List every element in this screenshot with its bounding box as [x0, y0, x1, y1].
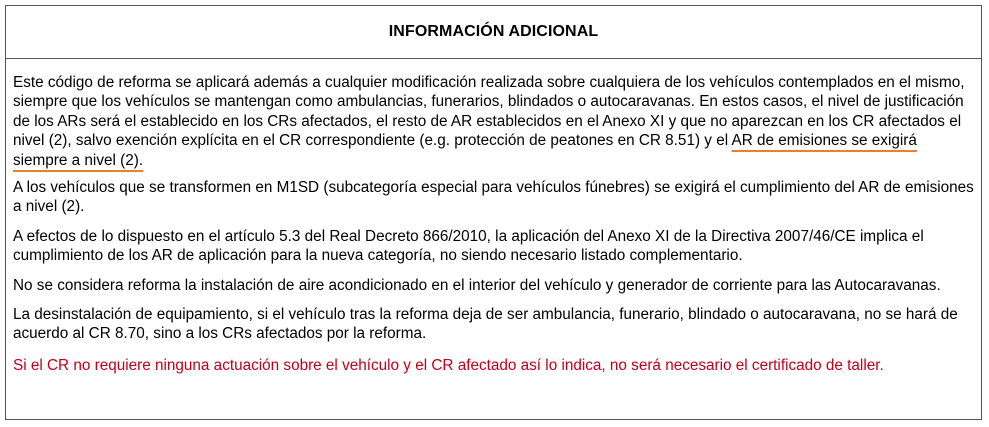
table-header	[6, 6, 981, 59]
section-title: INFORMACIÓN ADICIONAL	[388, 23, 599, 40]
paragraph-uninstall: La desinstalación de equipamiento, si el vehículo tras la reforma deja de ser ambulancia, funerario, blindado o autocaravana, no se hará de acuerdo al CR 8.70, sino a los CRs afectados por la reforma.	[13, 306, 958, 343]
emissions-requirement-highlight: AR de emisiones se exigirá siempre a nivel (2).	[13, 132, 917, 169]
paragraph-scope-text: Este código de reforma se aplicará además a cualquier modificación realizada sobre cualquiera de los vehículos contemplados en el mismo, siempre que los vehículos se mantengan como ambulancias, funerarios, blindados o autocaravanas. En estos casos, el nivel de justificación de los ARs será el establecido en los CRs afectados, el resto de AR establecidos en el Anexo XI y que no aparezcan en los CR afectados el nivel (2), salvo exención explícita en el CR correspondiente (e.g. protección de peatones en CR 8.51) y el	[13, 74, 965, 150]
info-table	[5, 5, 982, 420]
paragraph-scope	[13, 73, 974, 170]
paragraph-real-decreto: A efectos de lo dispuesto en el artículo 5.3 del Real Decreto 866/2010, la aplicación del Anexo XI de la Directiva 2007/46/CE implica el cumplimiento de los AR de aplicación para la nueva categoría, no siendo necesario listado complementario.	[13, 227, 924, 265]
paragraph-air-conditioning: No se considera reforma la instalación de aire acondicionado en el interior del vehículo y generador de corriente para las Autocaravanas.	[13, 276, 941, 294]
paragraph-m1sd: A los vehículos que se transformen en M1SD (subcategoría especial para vehículos fúnebres) se exigirá el cumplimiento del AR de emisiones a nivel (2).	[13, 179, 974, 216]
workshop-certificate-note: Si el CR no requiere ninguna actuación sobre el vehículo y el CR afectado así lo indica, no será necesario el certificado de taller.	[13, 356, 884, 374]
table-body	[6, 59, 981, 375]
